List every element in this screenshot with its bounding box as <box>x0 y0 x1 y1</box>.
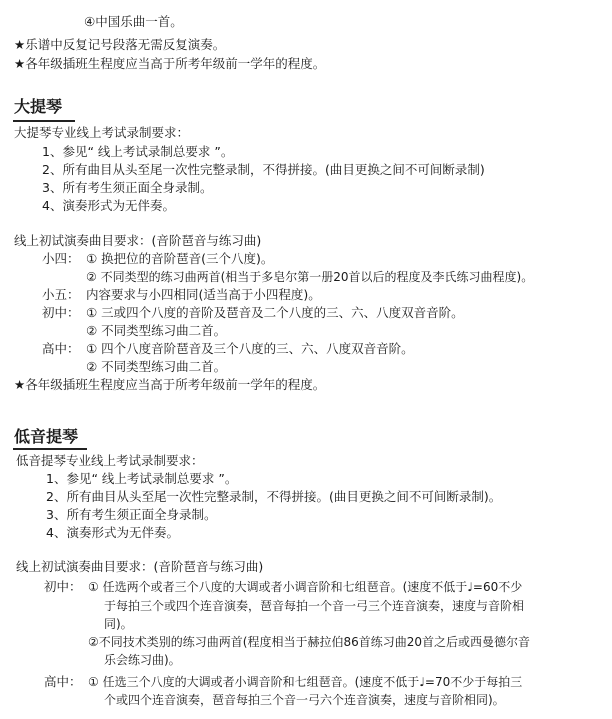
cello-rep-title: 线上初试演奏曲目要求：(音阶琶音与练习曲) <box>14 233 262 248</box>
cello-xiaowu-item-1: 内容要求与小四相同(适当高于小四程度)。 <box>86 287 321 302</box>
cello-req-3: 3、所有考生须正面全身录制。 <box>42 180 213 195</box>
cello-xiaowu-label: 小五： <box>42 287 80 302</box>
bass-req-title: 低音提琴专业线上考试录制要求： <box>16 453 204 468</box>
bass-chuzhong-item-2-line-1: ②不同技术类别的练习曲两首(程度相当于赫拉伯86首练习曲20首之后或西曼德尔音 <box>88 635 530 649</box>
bass-req-1: 1、参见“ 线上考试录制总要求 ”。 <box>46 471 238 486</box>
cello-xiaosi-item-1: ① 换把位的音阶琶音(三个八度)。 <box>86 251 274 266</box>
bass-chuzhong-item-1-line-3: 同)。 <box>104 617 133 631</box>
bass-chuzhong-label: 初中： <box>44 579 82 594</box>
item-4: ④中国乐曲一首。 <box>84 14 183 29</box>
bass-gaozhong-item-1-line-2: 个或四个连音演奏，琶音每拍三个音一弓六个连音演奏，速度与音阶相同)。 <box>104 693 505 707</box>
bass-gaozhong-item-1-line-1: ① 任选三个八度的大调或者小调音阶和七组琶音。(速度不低于♩=70不少于每拍三 <box>88 675 523 689</box>
bass-heading-underline <box>13 448 87 450</box>
cello-req-1: 1、参见“ 线上考试录制总要求 ”。 <box>42 144 234 159</box>
cello-req-title: 大提琴专业线上考试录制要求： <box>14 125 190 140</box>
note-transfer-level: ★各年级插班生程度应当高于所考年级前一学年的程度。 <box>14 56 326 71</box>
cello-note-transfer-level: ★各年级插班生程度应当高于所考年级前一学年的程度。 <box>14 377 326 392</box>
bass-req-2: 2、所有曲目从头至尾一次性完整录制，不得拼接。(曲目更换之间不可间断录制)。 <box>46 489 502 504</box>
cello-heading-underline <box>13 120 75 122</box>
note-no-repeat: ★乐谱中反复记号段落无需反复演奏。 <box>14 37 226 52</box>
cello-req-4: 4、演奏形式为无伴奏。 <box>42 198 175 213</box>
cello-heading: 大提琴 <box>14 97 63 116</box>
bass-rep-title: 线上初试演奏曲目要求：(音阶琶音与练习曲) <box>16 559 264 574</box>
bass-chuzhong-item-1-line-1: ① 任选两个或者三个八度的大调或者小调音阶和七组琶音。(速度不低于♩=60不少 <box>88 580 523 594</box>
bass-chuzhong-item-2-line-2: 乐会练习曲)。 <box>104 653 181 667</box>
cello-chuzhong-item-1: ① 三或四个八度的音阶及琶音及二个八度的三、六、八度双音音阶。 <box>86 305 464 320</box>
cello-xiaosi-label: 小四： <box>42 251 80 266</box>
bass-heading: 低音提琴 <box>14 427 79 446</box>
cello-gaozhong-label: 高中： <box>42 341 80 356</box>
cello-gaozhong-item-1: ① 四个八度音阶琶音及三个八度的三、六、八度双音音阶。 <box>86 341 414 356</box>
bass-gaozhong-label: 高中： <box>44 674 82 689</box>
cello-chuzhong-item-2: ② 不同类型练习曲二首。 <box>86 323 227 338</box>
cello-req-2: 2、所有曲目从头至尾一次性完整录制，不得拼接。(曲目更换之间不可间断录制) <box>42 162 485 177</box>
cello-gaozhong-item-2: ② 不同类型练习曲二首。 <box>86 359 227 374</box>
bass-req-4: 4、演奏形式为无伴奏。 <box>46 525 179 540</box>
cello-chuzhong-label: 初中： <box>42 305 80 320</box>
bass-chuzhong-item-1-line-2: 于每拍三个或四个连音演奏，琶音每拍一个音一弓三个连音演奏，速度与音阶相 <box>104 599 525 613</box>
cello-xiaosi-item-2: ② 不同类型的练习曲两首(相当于多皂尔第一册20首以后的程度及李氏练习曲程度)。 <box>86 270 534 284</box>
bass-req-3: 3、所有考生须正面全身录制。 <box>46 507 217 522</box>
